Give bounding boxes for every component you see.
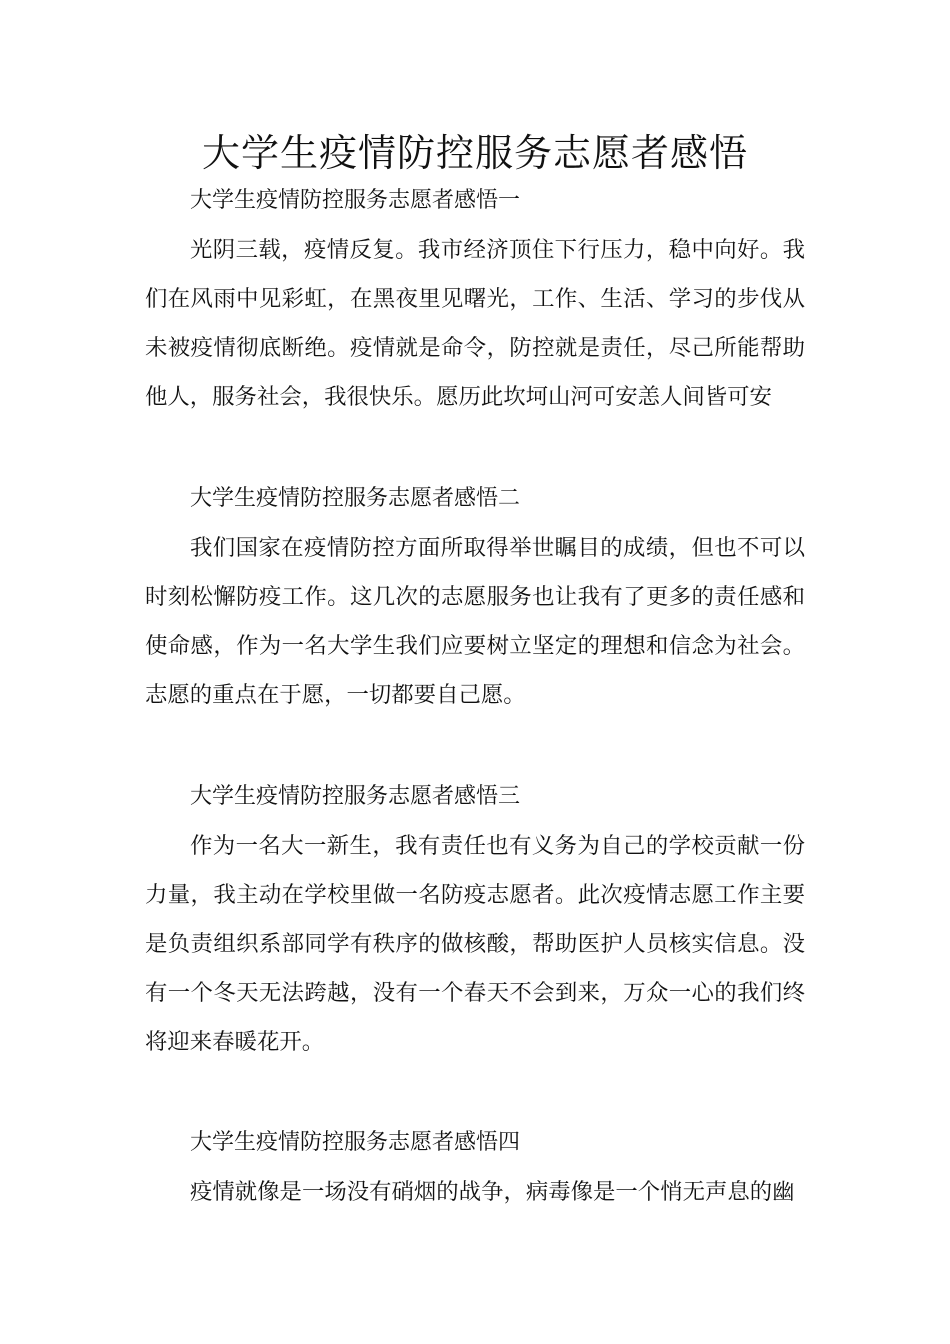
document-title: 大学生疫情防控服务志愿者感悟 xyxy=(201,131,748,175)
section-paragraph-1: 光阴三载，疫情反复。我市经济顶住下行压力，稳中向好。我们在风雨中见彩虹，在黑夜里见曙光，工作、生活、学习的步伐从未被疫情彻底断绝。疫情就是命令，防控就是责任，尽己所能帮助他人，服务社会，我很快乐。愿历此坎坷山河可安恙人间皆可安 xyxy=(145,237,805,410)
section-heading-4: 大学生疫情防控服务志愿者感悟四 xyxy=(190,1130,521,1155)
section-paragraph-4: 疫情就像是一场没有硝烟的战争，病毒像是一个悄无声息的幽 xyxy=(190,1179,795,1205)
section-paragraph-2: 我们国家在疫情防控方面所取得举世瞩目的成绩，但也不可以时刻松懈防疫工作。这几次的志愿服务也让我有了更多的责任感和使命感，作为一名大学生我们应要树立坚定的理想和信念为社会。志愿的重点在于愿，一切都要自己愿。 xyxy=(145,535,805,708)
section-heading-1: 大学生疫情防控服务志愿者感悟一 xyxy=(190,188,521,213)
section-heading-2: 大学生疫情防控服务志愿者感悟二 xyxy=(190,486,521,511)
section-heading-3: 大学生疫情防控服务志愿者感悟三 xyxy=(190,784,521,809)
section-paragraph-3: 作为一名大一新生，我有责任也有义务为自己的学校贡献一份力量，我主动在学校里做一名防疫志愿者。此次疫情志愿工作主要是负责组织系部同学有秩序的做核酸，帮助医护人员核实信息。没有一个冬天无法跨越，没有一个春天不会到来，万众一心的我们终将迎来春暖花开。 xyxy=(145,833,805,1055)
